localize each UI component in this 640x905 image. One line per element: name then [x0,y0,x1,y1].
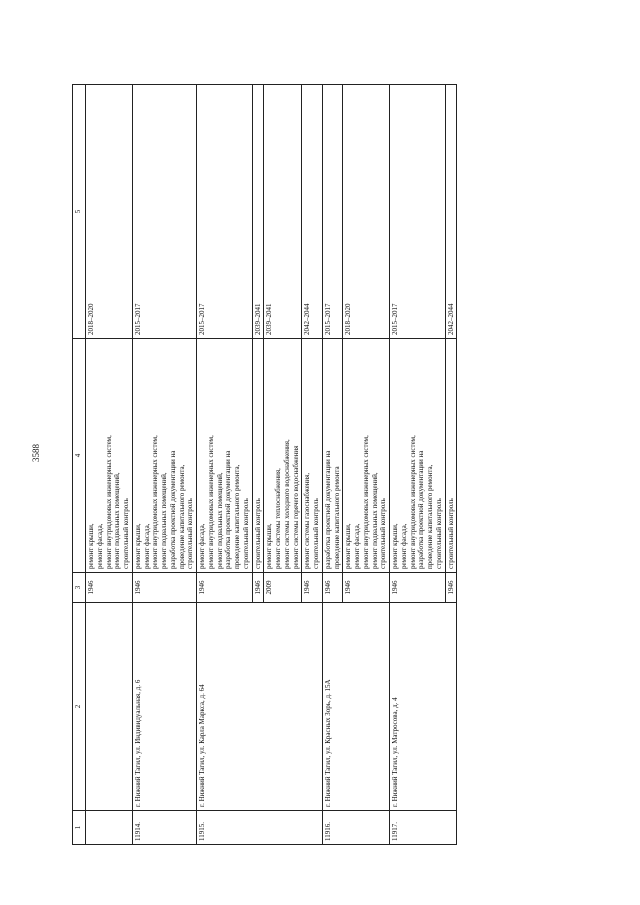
work-item: ремонт крыши, [265,523,274,569]
work-item: строительный контроль [253,498,262,569]
table-row [197,85,253,845]
work-item: проведение капитального ремонта, [177,464,186,569]
entry-number: 11914. [132,811,196,845]
works-cell [197,339,253,573]
year-cell: 1946 [252,573,264,603]
work-item: строительный контроль [446,498,455,569]
work-item: ремонт подвальных помещений, [370,472,379,569]
work-item: ремонт фасада, [353,523,361,569]
table-header [73,85,86,845]
period-cell: 2015–2017 [132,85,196,339]
work-item: ремонт крыши, [344,523,353,569]
works-cell [264,339,302,573]
work-item: ремонт фасада, [399,523,408,569]
work-item: строительный контроль [122,498,130,569]
work-item: разработка проектной документации на [417,450,426,569]
work-item: строительный контроль [186,498,195,569]
work-item: ремонт подвальных помещений, [113,472,122,569]
period-cell: 2015–2017 [197,85,253,339]
work-item: проведение капитального ремонта [332,466,341,569]
work-item: ремонт системы газоснабжения, [303,472,312,569]
year-cell: 1946 [445,573,457,603]
address-cell: г. Нижний Тагил, ул. Индивидуальная, д. 6 [132,603,196,811]
work-item: ремонт внутридомовых инженерных систем, [206,435,215,569]
year-cell: 1946 [343,573,390,603]
work-item: ремонт внутридомовых инженерных систем, [151,435,160,569]
period-cell: 2042–2044 [445,85,457,339]
period-cell: 2015–2017 [322,85,343,339]
table-row [322,85,343,845]
period-cell: 2015–2017 [390,85,446,339]
column-header: 1 [73,811,86,845]
work-item: ремонт фасада, [142,523,151,569]
works-cell [390,339,446,573]
entry-number: 11915. [197,811,323,845]
address-cell: г. Нижний Тагил, ул. Матросова, д. 4 [390,603,457,811]
year-cell: 1946 [132,573,196,603]
work-item: строительный контроль [379,498,388,569]
entry-number: 11917. [390,811,457,845]
work-item: ремонт внутридомовых инженерных систем, [361,435,370,569]
address-cell: г. Нижний Тагил, ул. Красных Зорь, д. 15А [322,603,389,811]
column-header: 4 [73,339,86,573]
address-cell [86,603,133,811]
works-cell [132,339,196,573]
table-row [390,85,446,845]
address-cell: г. Нижний Тагил, ул. Карла Маркса, д. 64 [197,603,323,811]
year-cell: 1946 [390,573,446,603]
period-cell: 2042–2044 [302,85,323,339]
works-cell [445,339,457,573]
works-cell [86,339,133,573]
page-number: 3588 [31,444,41,462]
capital-repair-table [72,84,457,845]
work-item: разработка проектной документации на [168,450,177,569]
period-cell: 2039–2041 [264,85,302,339]
work-item: ремонт крыши, [133,523,142,569]
work-item: проведение капитального ремонта, [233,464,241,569]
work-item: проведение капитального ремонта, [426,464,434,569]
period-cell: 2018–2020 [86,85,133,339]
work-item: строительный контроль [312,498,320,569]
year-cell: 1946 [86,573,133,603]
year-cell: 1946 [322,573,343,603]
work-item: ремонт системы холодного водоснабжения, [282,439,291,569]
work-item: ремонт системы горячего водоснабжения [291,445,300,569]
works-cell [343,339,390,573]
period-cell: 2018–2020 [343,85,390,339]
work-item: ремонт крыши, [391,523,399,569]
table-body [86,85,457,845]
year-cell: 2009 [264,573,302,603]
work-item: строительный контроль [434,498,443,569]
works-cell [252,339,264,573]
table-row [132,85,196,845]
work-item: ремонт подвальных помещений, [160,472,168,569]
work-item: ремонт фасада, [198,523,206,569]
work-item: разработка проектной документации на [323,450,332,569]
year-cell: 1946 [302,573,323,603]
entry-number [86,811,133,845]
work-item: ремонт внутридомовых инженерных систем, [104,435,113,569]
work-item: строительный контроль [241,498,250,569]
column-header: 3 [73,573,86,603]
work-item: ремонт фасада, [95,523,104,569]
entry-number: 11916. [322,811,389,845]
work-item: ремонт крыши, [87,523,95,569]
period-cell: 2039–2041 [252,85,264,339]
works-cell [302,339,323,573]
works-cell [322,339,343,573]
column-header: 2 [73,603,86,811]
work-item: ремонт подвальных помещений, [215,472,224,569]
work-item: разработка проектной документации на [224,450,233,569]
rotated-page [72,85,604,845]
work-item: ремонт системы теплоснабжения, [274,468,282,569]
table-row [86,85,133,845]
work-item: ремонт внутридомовых инженерных систем, [408,435,417,569]
column-header: 5 [73,85,86,339]
year-cell: 1946 [197,573,253,603]
